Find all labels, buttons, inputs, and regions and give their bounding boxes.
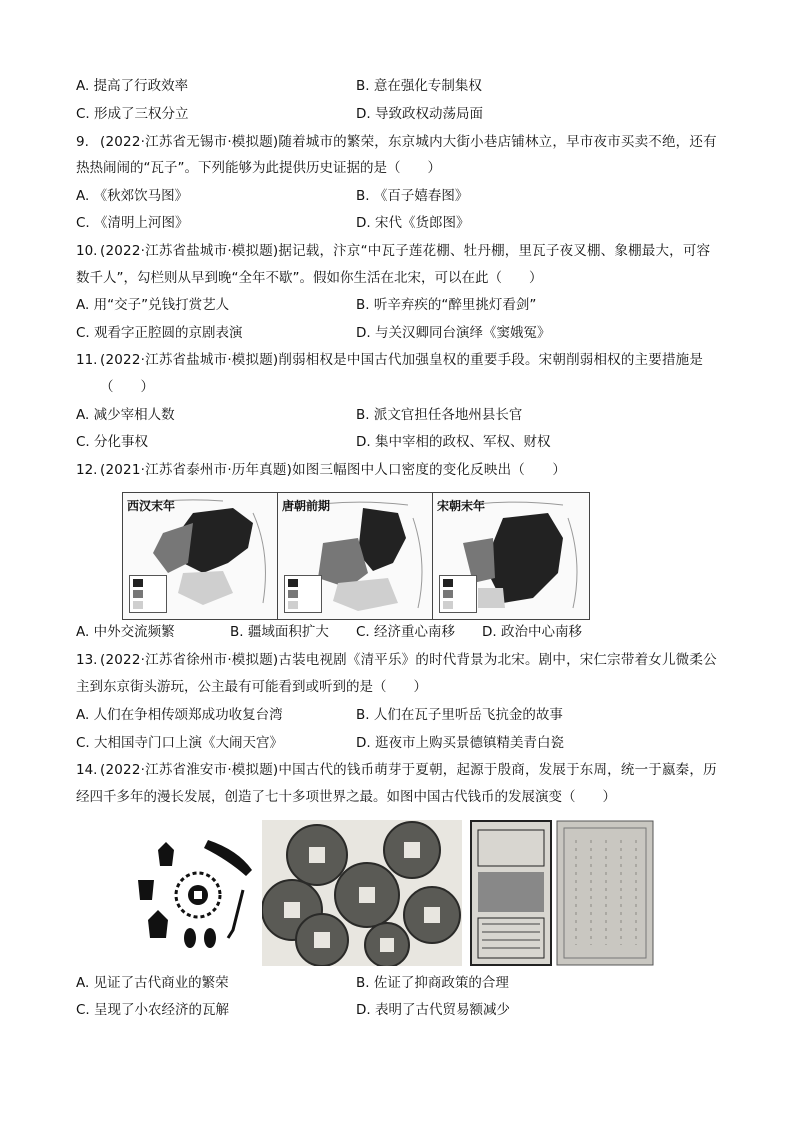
- q11-stem-line1: (2022·江苏省盐城市·模拟题)削弱相权是中国古代加强皇权的重要手段。宋朝削弱相权的主要措施是: [100, 352, 704, 368]
- q10-stem-line2: 数千人”，勾栏则从早到晚“全年不歇”。假如你生活在北宋，可以在此（ ）: [76, 270, 543, 286]
- round-coins-image: [262, 820, 462, 966]
- square-hole-coins-icon: [262, 820, 462, 966]
- map-late-song: [432, 492, 590, 620]
- q12-option-c[interactable]: C. 经济重心南移: [356, 624, 456, 640]
- q12-stem-line1: (2021·江苏省泰州市·历年真题)如图三幅图中人口密度的变化反映出（ ）: [100, 462, 567, 478]
- q8-option-c[interactable]: C. 形成了三权分立: [76, 106, 189, 122]
- q10-option-a[interactable]: A. 用“交子”兑钱打赏艺人: [76, 297, 230, 313]
- map-legend: [439, 575, 477, 613]
- q10-stem-line1: (2022·江苏省盐城市·模拟题)据记载，汴京“中瓦子莲花棚、牡丹棚，里瓦子夜叉棚、象棚最大，可容: [100, 243, 711, 259]
- paper-note-icon: [470, 820, 552, 966]
- q13-option-d[interactable]: D. 逛夜市上购买景德镇精美青白瓷: [356, 735, 564, 751]
- q11-option-a[interactable]: A. 减少宰相人数: [76, 407, 175, 423]
- q12-number: 12.: [76, 462, 98, 478]
- q10-option-b[interactable]: B. 听辛弃疾的“醉里挑灯看剑”: [356, 297, 537, 313]
- q9-stem-line2: 热热闹闹的“瓦子”。下列能够为此提供历史证据的是（ ）: [76, 160, 441, 176]
- q10-number: 10.: [76, 243, 98, 259]
- q10-option-d[interactable]: D. 与关汉卿同台演绎《窦娥冤》: [356, 325, 551, 341]
- shell-knife-spade-coins-icon: [128, 820, 258, 966]
- q8-option-d[interactable]: D. 导致政权动荡局面: [356, 106, 483, 122]
- q14-option-b[interactable]: B. 佐证了抑商政策的合理: [356, 975, 509, 991]
- q11-option-d[interactable]: D. 集中宰相的政权、军权、财权: [356, 434, 551, 450]
- map-title-western-han: 西汉末年: [127, 499, 176, 513]
- q11-stem-line2: （ ）: [100, 379, 154, 395]
- q13-stem-line1: (2022·江苏省徐州市·模拟题)古装电视剧《清平乐》的时代背景为北宋。剧中，宋仁宗带着女儿微柔公: [100, 652, 717, 668]
- q14-stem-line1: (2022·江苏省淮安市·模拟题)中国古代的钱币萌芽于夏朝，起源于殷商，发展于东周，统一于嬴秦，历: [100, 762, 717, 778]
- q12-option-a[interactable]: A. 中外交流频繁: [76, 624, 175, 640]
- q10-option-c[interactable]: C. 观看字正腔圆的京剧表演: [76, 325, 243, 341]
- q14-option-d[interactable]: D. 表明了古代贸易额减少: [356, 1002, 510, 1018]
- q9-option-c[interactable]: C. 《清明上河图》: [76, 215, 189, 231]
- q13-number: 13.: [76, 652, 98, 668]
- q8-option-b[interactable]: B. 意在强化专制集权: [356, 78, 482, 94]
- q14-option-c[interactable]: C. 呈现了小农经济的瓦解: [76, 1002, 230, 1018]
- q13-option-a[interactable]: A. 人们在争相传颂郑成功收复台湾: [76, 707, 283, 723]
- q9-stem-line1: (2022·江苏省无锡市·模拟题)随着城市的繁荣，东京城内大街小巷店铺林立，早市夜市买卖不绝，还有: [100, 134, 717, 150]
- q14-option-a[interactable]: A. 见证了古代商业的繁荣: [76, 975, 229, 991]
- map-title-early-tang: 唐朝前期: [282, 499, 331, 513]
- paper-money-image-1: [470, 820, 552, 966]
- ancient-coins-image: [128, 820, 258, 966]
- map-title-late-song: 宋朝末年: [437, 499, 486, 513]
- q13-option-b[interactable]: B. 人们在瓦子里听岳飞抗金的故事: [356, 707, 563, 723]
- q13-stem-line2: 主到东京街头游玩，公主最有可能看到或听到的是（ ）: [76, 679, 427, 695]
- q8-option-a[interactable]: A. 提高了行政效率: [76, 78, 189, 94]
- q9-number: 9.: [76, 134, 89, 150]
- map-legend: [129, 575, 167, 613]
- q11-option-b[interactable]: B. 派文官担任各地州县长官: [356, 407, 523, 423]
- q9-option-a[interactable]: A. 《秋郊饮马图》: [76, 188, 189, 204]
- q9-option-d[interactable]: D. 宋代《货郎图》: [356, 215, 470, 231]
- q12-option-d[interactable]: D. 政治中心南移: [482, 624, 582, 640]
- q14-stem-line2: 经四千多年的漫长发展，创造了七十多项世界之最。如图中国古代钱币的发展演变（ ）: [76, 789, 616, 805]
- q14-number: 14.: [76, 762, 98, 778]
- q12-option-b[interactable]: B. 疆域面积扩大: [230, 624, 329, 640]
- map-legend: [284, 575, 322, 613]
- map-western-han: [122, 492, 280, 620]
- q9-option-b[interactable]: B. 《百子嬉春图》: [356, 188, 469, 204]
- paper-money-image-2: [556, 820, 654, 966]
- q13-option-c[interactable]: C. 大相国寺门口上演《大闹天宫》: [76, 735, 284, 751]
- q11-option-c[interactable]: C. 分化事权: [76, 434, 149, 450]
- map-early-tang: [277, 492, 435, 620]
- paper-note-icon: [556, 820, 654, 966]
- q11-number: 11.: [76, 352, 98, 368]
